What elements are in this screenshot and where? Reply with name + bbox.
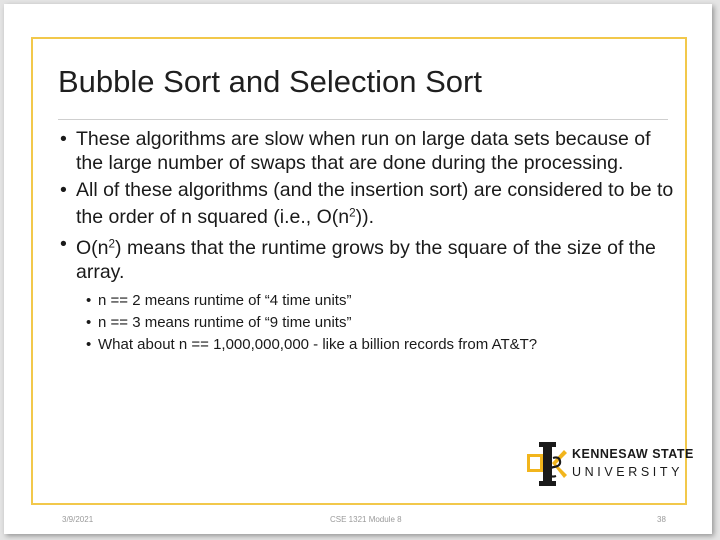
footer-center-text: CSE 1321 Module 8 bbox=[330, 515, 402, 524]
bullet-item bbox=[58, 178, 678, 229]
footer-date: 3/9/2021 bbox=[62, 515, 94, 524]
title-divider bbox=[58, 119, 668, 120]
university-logo bbox=[526, 441, 694, 487]
sub-bullet-text: n == 3 means runtime of “9 time units” bbox=[98, 313, 352, 331]
logo-line-1: KENNESAW STATE bbox=[572, 447, 694, 461]
bullet-dot: • bbox=[60, 128, 67, 150]
sub-bullet-item bbox=[86, 312, 678, 334]
sub-bullet-text: n == 2 means runtime of “4 time units” bbox=[98, 291, 352, 309]
page-number: 38 bbox=[657, 515, 666, 524]
bullet-dot: • bbox=[86, 291, 92, 309]
bullet-dot: • bbox=[86, 335, 92, 353]
bullet-item bbox=[58, 232, 678, 355]
bullet-list bbox=[58, 127, 678, 359]
bullet-dot: • bbox=[86, 313, 92, 331]
bullet-text: These algorithms are slow when run on large data sets because of the large number of swaps that are done during the processing. bbox=[76, 128, 651, 174]
ksu-emblem-icon bbox=[526, 441, 568, 487]
slide bbox=[4, 4, 712, 534]
bullet-text: All of these algorithms (and the insertion sort) are considered to be to the order of n squared (i.e., $O(n^2)$). bbox=[76, 179, 674, 229]
superscript: 2 bbox=[108, 237, 116, 251]
bullet-text: $O(n^2)$ means that the runtime grows by the square of the size of the array. bbox=[76, 236, 656, 283]
sub-bullet-text: What about n == 1,000,000,000 - like a billion records from AT&T? bbox=[98, 335, 538, 353]
logo-line-2: UNIVERSITY bbox=[572, 465, 684, 479]
sub-bullet-list bbox=[58, 290, 678, 356]
slide-title: Bubble Sort and Selection Sort bbox=[58, 64, 482, 99]
bullet-dot: • bbox=[60, 233, 67, 256]
sub-bullet-item bbox=[86, 334, 678, 356]
bullet-dot: • bbox=[60, 179, 67, 201]
sub-bullet-item bbox=[86, 290, 678, 312]
superscript: 2 bbox=[349, 207, 356, 220]
bullet-item bbox=[58, 127, 678, 175]
